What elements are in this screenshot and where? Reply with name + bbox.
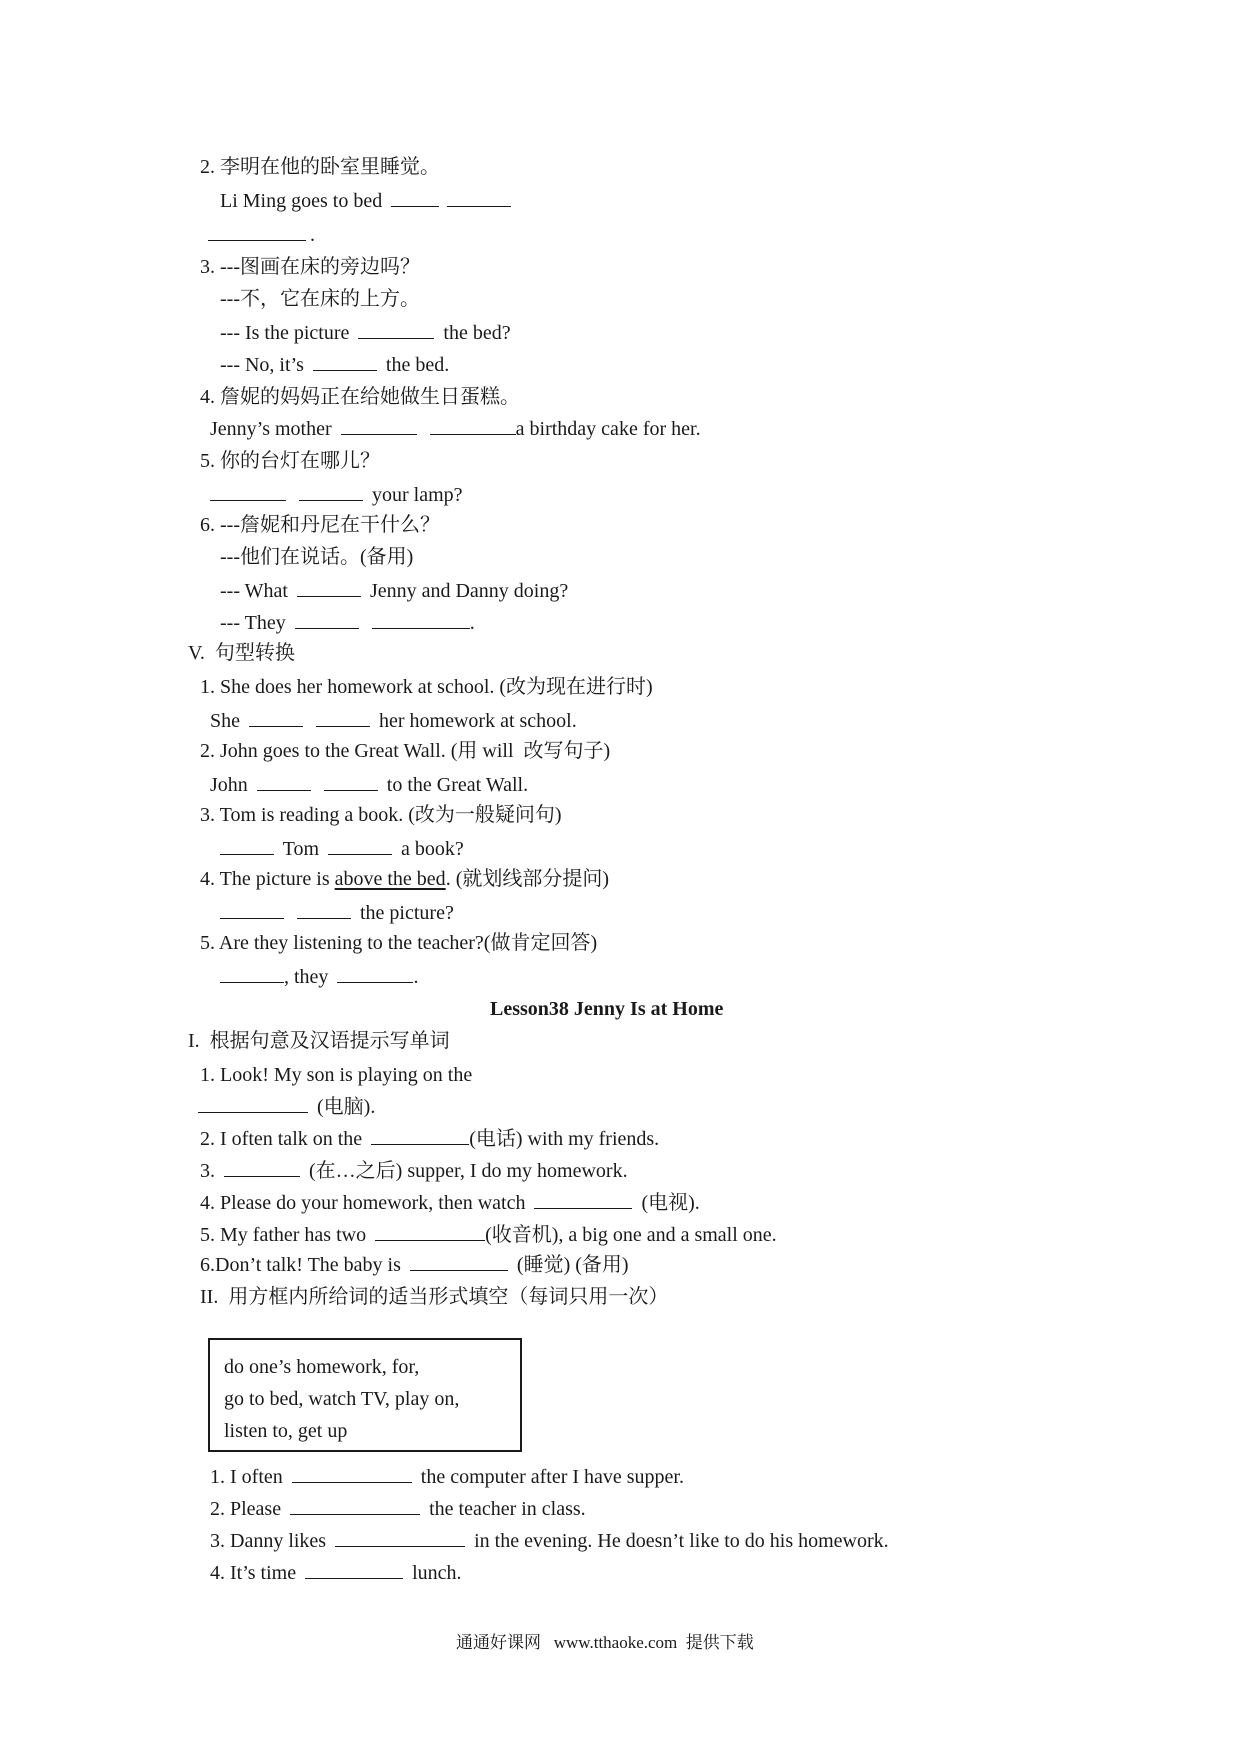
blank[interactable] — [358, 320, 434, 339]
blank[interactable] — [210, 482, 286, 501]
blank[interactable] — [257, 772, 311, 791]
blank[interactable] — [316, 708, 370, 727]
word-box — [208, 1338, 522, 1452]
l-q4: 4. Please do your homework, then watch (电视). — [200, 1192, 700, 1214]
s5-q4-answer: the picture? — [220, 900, 454, 926]
q3-english-2: --- No, it’s the bed. — [220, 354, 450, 376]
blank[interactable] — [313, 352, 377, 371]
s5-q5-answer: , they . — [220, 964, 418, 990]
q2-english-cont: . — [208, 222, 315, 248]
word-box-line: listen to, get up — [224, 1420, 348, 1442]
blank[interactable] — [208, 222, 306, 241]
s5-q2: 2. John goes to the Great Wall. (用 will 改写句子) — [200, 740, 611, 762]
blank[interactable] — [292, 1464, 412, 1483]
blank[interactable] — [305, 1560, 403, 1579]
s5-q1-answer: She her homework at school. — [210, 710, 577, 732]
q3-chinese-2: ---不，它在床的上方。 — [220, 288, 420, 310]
blank[interactable] — [375, 1222, 485, 1241]
blank[interactable] — [410, 1252, 508, 1271]
section-i-heading: I. 根据句意及汉语提示写单词 — [188, 1030, 450, 1052]
l-q3: 3. (在…之后) supper, I do my homework. — [200, 1160, 628, 1182]
blank[interactable] — [328, 836, 392, 855]
section-v-heading: V. 句型转换 — [188, 642, 295, 664]
q4-english: Jenny’s mother a birthday cake for her. — [210, 418, 701, 440]
blank[interactable] — [297, 900, 351, 919]
l2-q3: 3. Danny likes in the evening. He doesn’t like to do his homework. — [210, 1530, 889, 1552]
s5-q2-answer: John to the Great Wall. — [210, 774, 529, 796]
blank[interactable] — [341, 416, 417, 435]
q3-chinese-1: 3. ---图画在床的旁边吗？ — [200, 256, 420, 278]
l-q1: 1. Look! My son is playing on the — [200, 1064, 473, 1086]
blank[interactable] — [220, 836, 274, 855]
blank[interactable] — [324, 772, 378, 791]
word-box-line: do one’s homework, for, — [224, 1356, 420, 1378]
blank[interactable] — [335, 1528, 465, 1547]
s5-q5: 5. Are they listening to the teacher?(做肯定回答) — [200, 932, 598, 954]
l2-q2: 2. Please the teacher in class. — [210, 1498, 586, 1520]
blank[interactable] — [220, 900, 284, 919]
blank[interactable] — [297, 578, 361, 597]
blank[interactable] — [534, 1190, 632, 1209]
q5-english: your lamp? — [210, 482, 463, 508]
blank[interactable] — [290, 1496, 420, 1515]
blank[interactable] — [220, 964, 284, 983]
q2-english: Li Ming goes to bed — [220, 188, 515, 214]
l-q6: 6.Don’t talk! The baby is (睡觉) (备用) — [200, 1254, 629, 1276]
l2-q1: 1. I often the computer after I have supper. — [210, 1466, 684, 1488]
blank[interactable] — [372, 610, 470, 629]
word-box-line: go to bed, watch TV, play on, — [224, 1388, 460, 1410]
footer-source: 通通好课网 www.tthaoke.com 提供下载 — [456, 1633, 754, 1652]
q4-chinese: 4. 詹妮的妈妈正在给她做生日蛋糕。 — [200, 386, 520, 408]
q6-english-2: --- They . — [220, 612, 475, 634]
q6-chinese-2: ---他们在说话。(备用) — [220, 546, 414, 568]
q5-chinese: 5. 你的台灯在哪儿？ — [200, 450, 380, 472]
blank[interactable] — [224, 1158, 300, 1177]
q6-chinese-1: 6. ---詹妮和丹尼在干什么？ — [200, 514, 440, 536]
blank[interactable] — [391, 188, 439, 207]
blank[interactable] — [198, 1094, 308, 1113]
blank[interactable] — [249, 708, 303, 727]
q2-chinese: 2. 李明在他的卧室里睡觉。 — [200, 156, 440, 178]
q3-english-1: --- Is the picture the bed? — [220, 322, 511, 344]
blank[interactable] — [430, 416, 516, 435]
s5-q1: 1. She does her homework at school. (改为现在进行时) — [200, 676, 653, 698]
blank[interactable] — [447, 188, 511, 207]
lesson-title: Lesson38 Jenny Is at Home — [490, 998, 724, 1020]
blank[interactable] — [371, 1126, 469, 1145]
s5-q3-answer: Tom a book? — [220, 836, 464, 862]
s5-q3: 3. Tom is reading a book. (改为一般疑问句) — [200, 804, 562, 826]
underlined-phrase: above the bed — [334, 868, 446, 890]
q6-english-1: --- What Jenny and Danny doing? — [220, 580, 569, 602]
l2-q4: 4. It’s time lunch. — [210, 1562, 462, 1584]
l-q5: 5. My father has two (收音机), a big one and a small one. — [200, 1224, 777, 1246]
s5-q4: 4. The picture is above the bed. (就划线部分提问) — [200, 868, 610, 890]
blank[interactable] — [299, 482, 363, 501]
blank[interactable] — [295, 610, 359, 629]
l-q2: 2. I often talk on the (电话) with my friends. — [200, 1128, 660, 1150]
blank[interactable] — [337, 964, 413, 983]
section-ii-heading: II. 用方框内所给词的适当形式填空（每词只用一次） — [200, 1286, 669, 1308]
l-q1-cont: (电脑). — [198, 1094, 375, 1120]
